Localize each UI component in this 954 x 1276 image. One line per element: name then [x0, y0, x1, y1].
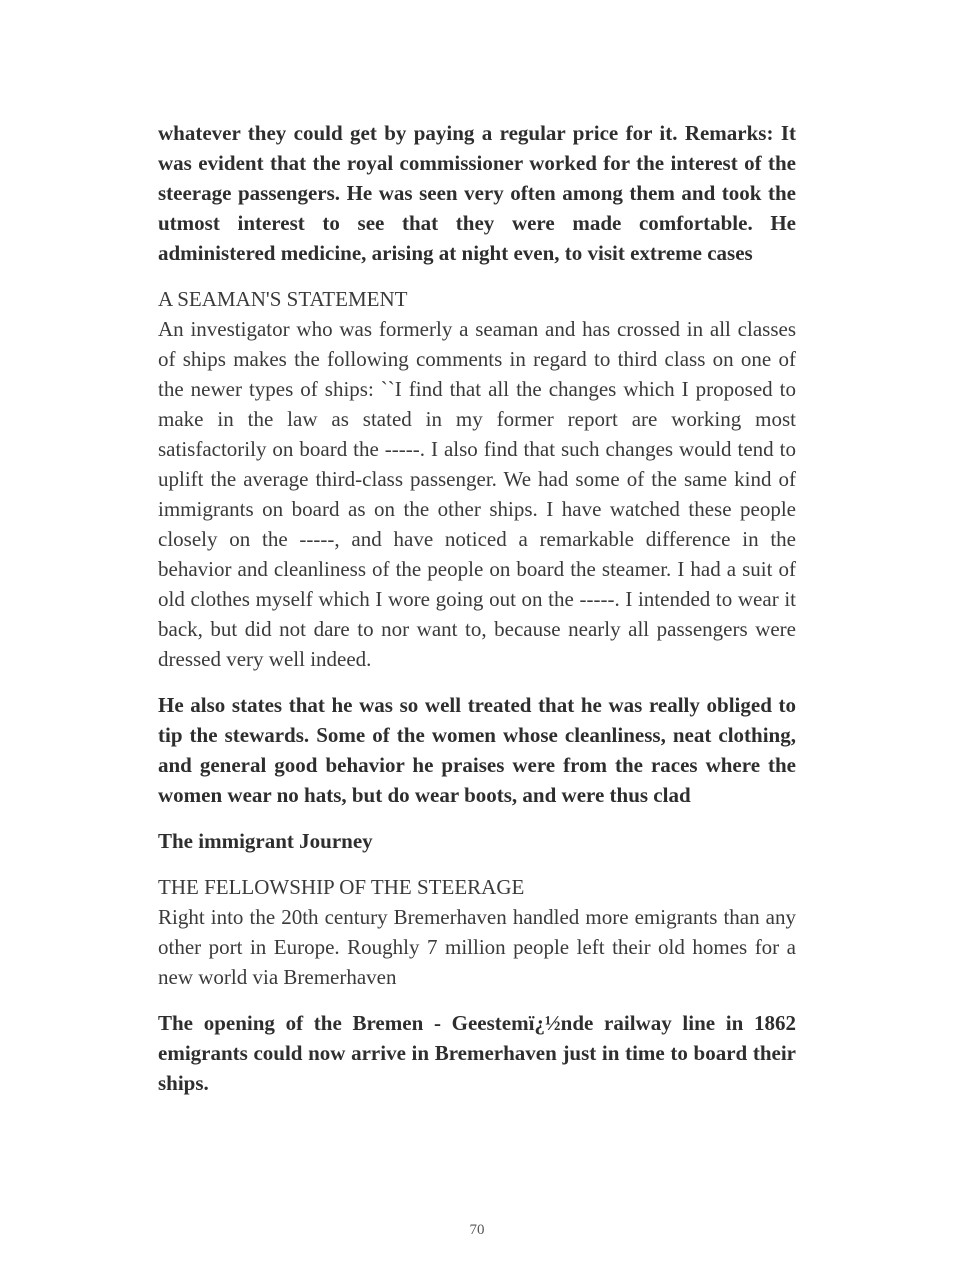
paragraph-stewards: He also states that he was so well treated that he was really obliged to tip the stewards. Some of the women whose cleanliness, neat clothing, and general good behavior he praises were from the races where the women wear no hats, but do wear boots, and were thus clad — [158, 693, 796, 807]
section-title-immigrant-journey: The immigrant Journey — [158, 829, 373, 853]
paragraph-railway-line: The opening of the Bremen - Geestemï¿½nde railway line in 1862 emigrants could now arrive in Bremerhaven just in time to board their ships. — [158, 1011, 796, 1095]
paragraph-seaman-comments: An investigator who was formerly a seaman and has crossed in all classes of ships makes the following comments in regard to third class on one of the newer types of ships: ``I find that all the changes which I proposed to make in the law as stated in my former report are working most satisfactorily on board the -----. I also find that such changes would tend to uplift the average third-class passenger. We had some of the same kind of immigrants on board as on the other ships. I have watched these people closely on the -----, and have noticed a remarkable difference in the behavior and cleanliness of the people on board the steamer. I had a suit of old clothes myself which I wore going out on the -----. I intended to wear it back, but did not dare to nor want to, because nearly all passengers were dressed very well indeed. — [158, 317, 796, 671]
heading-fellowship-of-the-steerage: THE FELLOWSHIP OF THE STEERAGE — [158, 875, 525, 899]
paragraph-bremerhaven: Right into the 20th century Bremerhaven handled more emigrants than any other port in Europe. Roughly 7 million people left their old homes for a new world via Bremerhaven — [158, 905, 796, 989]
page-number: 70 — [469, 1222, 485, 1238]
paragraph-commissioner-remarks: whatever they could get by paying a regular price for it. Remarks: It was evident that the royal commissioner worked for the interest of the steerage passengers. He was seen very often among them and took the utmost interest to see that they were made comfortable. He administered medicine, arising at night even, to visit extreme cases — [158, 121, 796, 265]
page-body — [158, 118, 796, 1114]
heading-seamans-statement: A SEAMAN'S STATEMENT — [158, 287, 408, 311]
